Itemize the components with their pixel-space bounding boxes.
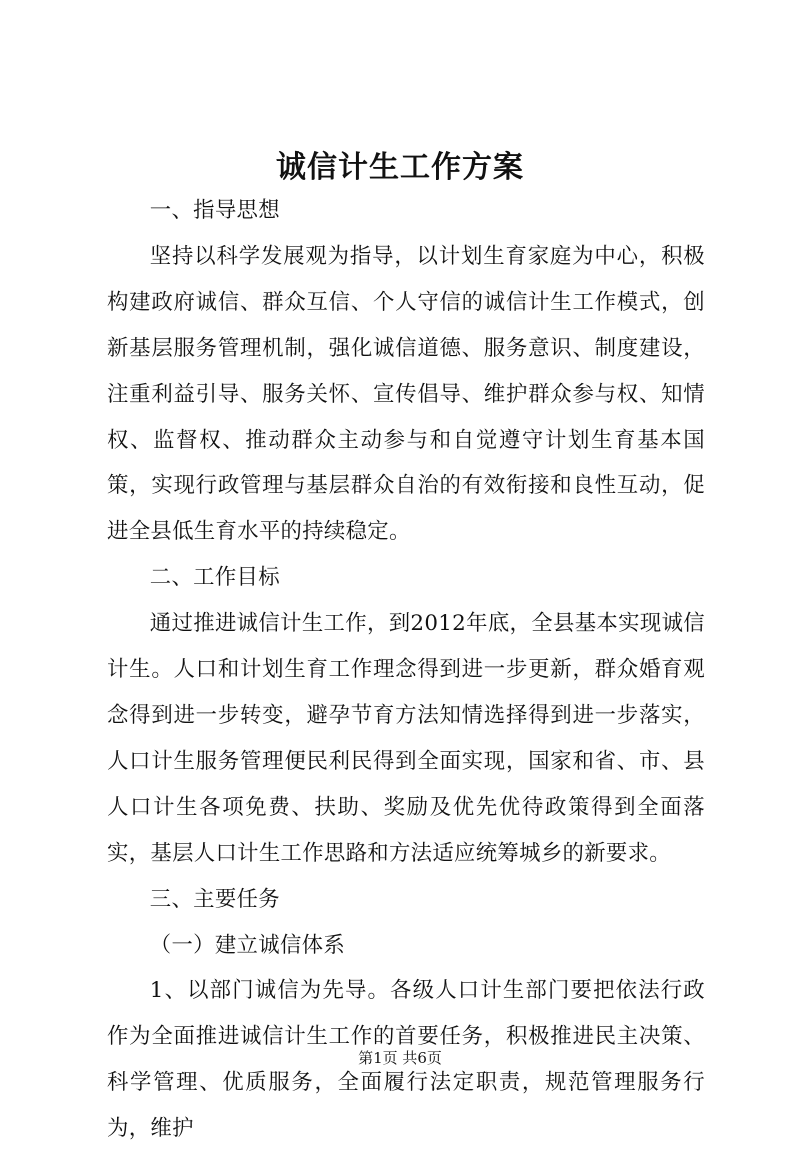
paragraph-work-goals: 通过推进诚信计生工作，到2012年底，全县基本实现诚信计生。人口和计划生育工作理念得到进一步更新，群众婚育观念得到进一步转变，避孕节育方法知情选择得到进一步落实，人口计生服务管理便民利民得到全面实现，国家和省、市、县人口计生各项免费、扶助、奖励及优先优待政策得到全面落实，基层人口计生工作思路和方法适应统筹城乡的新要求。: [107, 611, 705, 866]
document-body: [107, 188, 705, 1152]
subsection-heading-integrity-system: （一）建立诚信体系: [149, 932, 346, 958]
section-heading-guiding-thought: 一、指导思想: [149, 198, 280, 223]
section-heading-work-goals: 二、工作目标: [149, 565, 280, 591]
section-heading-main-tasks: 三、主要任务: [149, 886, 280, 912]
paragraph-department-integrity: 1、以部门诚信为先导。各级人口计生部门要把依法行政作为全面推进诚信计生工作的首要任务，积极推进民主决策、科学管理、优质服务，全面履行法定职责，规范管理服务行为，维护: [107, 978, 705, 1142]
page-indicator: 第1页 共6页: [358, 1049, 442, 1067]
document-title: 诚信计生工作方案: [276, 150, 524, 185]
paragraph-guiding-thought: 坚持以科学发展观为指导，以计划生育家庭为中心，积极构建政府诚信、群众互信、个人守信的诚信计生工作模式，创新基层服务管理机制，强化诚信道德、服务意识、制度建设，注重利益引导、服务关怀、宣传倡导、维护群众参与权、知情权、监督权、推动群众主动参与和自觉遵守计划生育基本国策，实现行政管理与基层群众自治的有效衔接和良性互动，促进全县低生育水平的持续稳定。: [107, 243, 705, 545]
